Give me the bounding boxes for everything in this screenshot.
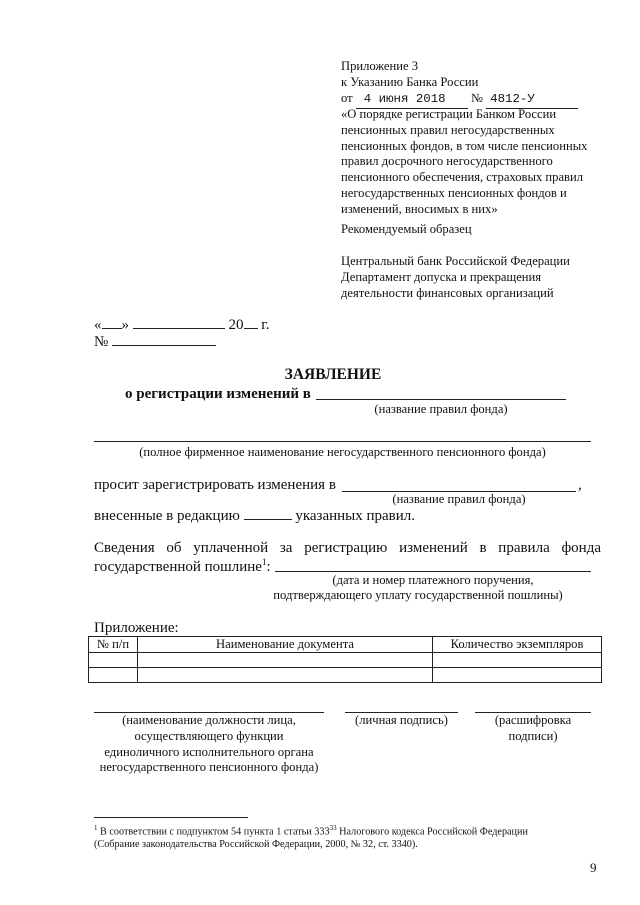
- request-rules-caption: (название правил фонда): [392, 492, 526, 506]
- edition-line: [94, 508, 415, 525]
- column-header-copies: Количество экземпляров: [433, 637, 602, 653]
- date-prefix: от: [341, 91, 353, 105]
- application-number-field: [94, 334, 216, 351]
- column-header-document: Наименование документа: [138, 637, 433, 653]
- request-text: просит зарегистрировать изменения в: [94, 477, 336, 493]
- table-cell: [89, 668, 138, 683]
- table-cell: [433, 668, 602, 683]
- footnote-separator: [94, 817, 248, 818]
- rules-name-line: [316, 399, 566, 400]
- directive-number: 4812-У: [486, 92, 578, 109]
- footnote-mark: 1: [94, 824, 98, 832]
- application-date-field: [94, 317, 269, 334]
- position-caption: [84, 713, 334, 776]
- directive-title: [341, 107, 587, 218]
- fund-name-line: [94, 441, 591, 442]
- position-caption-line: негосударственного пенсионного фонда): [99, 760, 319, 775]
- document-title: ЗАЯВЛЕНИЕ: [284, 366, 382, 383]
- table-header-row: [89, 637, 602, 653]
- fee-colon: :: [266, 559, 271, 575]
- footnote-line2: (Собрание законодательства Российской Федерации, 2000, № 32, ст. 3340).: [94, 839, 418, 851]
- appendix-label: Приложение 3: [341, 59, 419, 73]
- directive-title-line: негосударственных пенсионных фондов и: [341, 185, 567, 200]
- edition-prefix: внесенные в редакцию: [94, 508, 240, 524]
- page-number: 9: [590, 860, 597, 875]
- document-subtitle: о регистрации изменений в: [125, 386, 311, 402]
- attachment-table: [88, 636, 602, 683]
- fee-caption-line1: (дата и номер платежного поручения,: [332, 573, 534, 587]
- close-quote: »: [121, 317, 129, 333]
- directive-title-line: «О порядке регистрации Банком России: [341, 107, 557, 121]
- fee-text-line2: [94, 557, 271, 576]
- table-row: [89, 668, 602, 683]
- position-caption-line: единоличного исполнительного органа: [104, 744, 314, 759]
- year-suffix: г.: [261, 317, 270, 333]
- column-header-number: № п/п: [89, 637, 138, 653]
- open-quote: «: [94, 317, 102, 333]
- number-blank: [112, 345, 216, 346]
- number-prefix: №: [470, 91, 483, 105]
- directive-title-line: пенсионных фондов, в том числе пенсионных: [341, 138, 588, 153]
- directive-title-line: правил досрочного негосударственного: [341, 154, 553, 169]
- footnote-line1: [94, 822, 528, 838]
- table-cell: [138, 653, 433, 668]
- directive-reference: к Указанию Банка России: [341, 75, 479, 89]
- footnote-article-superscript: 33: [329, 824, 337, 832]
- table-row: [89, 653, 602, 668]
- table-cell: [138, 668, 433, 683]
- attachment-label: Приложение:: [94, 620, 179, 636]
- decode-caption-line: подписи): [508, 728, 558, 743]
- addressee-line: деятельности финансовых организаций: [341, 285, 554, 300]
- rules-name-caption: (название правил фонда): [374, 402, 508, 416]
- day-blank: [102, 328, 122, 329]
- position-caption-line: осуществляющего функции: [134, 728, 284, 743]
- addressee: [341, 254, 570, 301]
- year-prefix: 20: [228, 317, 244, 333]
- month-blank: [133, 328, 225, 329]
- directive-title-line: изменений, вносимых в них»: [341, 201, 498, 216]
- footnote: [94, 822, 528, 851]
- edition-suffix: указанных правил.: [295, 508, 416, 524]
- fee-text-label: государственной пошлине: [94, 559, 262, 575]
- table-cell: [89, 653, 138, 668]
- recommended-sample-label: Рекомендуемый образец: [341, 222, 472, 236]
- number-sign: №: [94, 334, 109, 350]
- table-cell: [433, 653, 602, 668]
- directive-date: 4 июня 2018: [356, 92, 468, 109]
- footnote-reference: 1: [261, 557, 267, 567]
- request-comma: ,: [578, 477, 582, 493]
- addressee-line: Департамент допуска и прекращения: [341, 269, 542, 284]
- directive-title-line: пенсионного обеспечения, страховых правил: [341, 170, 584, 185]
- fee-caption-line2: подтверждающего уплату государственной пошлины): [273, 588, 563, 602]
- footnote-text: Налогового кодекса Российской Федерации: [339, 826, 528, 838]
- fee-details-line: [275, 571, 591, 572]
- fee-text-line1: Сведения об уплаченной за регистрацию изменений в правила фонда: [94, 540, 601, 556]
- directive-title-line: пенсионных правил негосударственных: [341, 122, 555, 137]
- signature-decode-caption: [470, 713, 596, 745]
- signature-caption: (личная подпись): [355, 713, 448, 727]
- position-caption-line: (наименование должности лица,: [122, 713, 296, 727]
- edition-blank: [244, 519, 292, 520]
- fund-name-caption: (полное фирменное наименование негосударственного пенсионного фонда): [139, 445, 546, 459]
- addressee-line: Центральный банк Российской Федерации: [341, 254, 570, 268]
- footnote-text: В соответствии с подпунктом 54 пункта 1 статьи 333: [100, 826, 330, 838]
- decode-caption-line: (расшифровка: [494, 713, 572, 727]
- year-blank: [244, 328, 258, 329]
